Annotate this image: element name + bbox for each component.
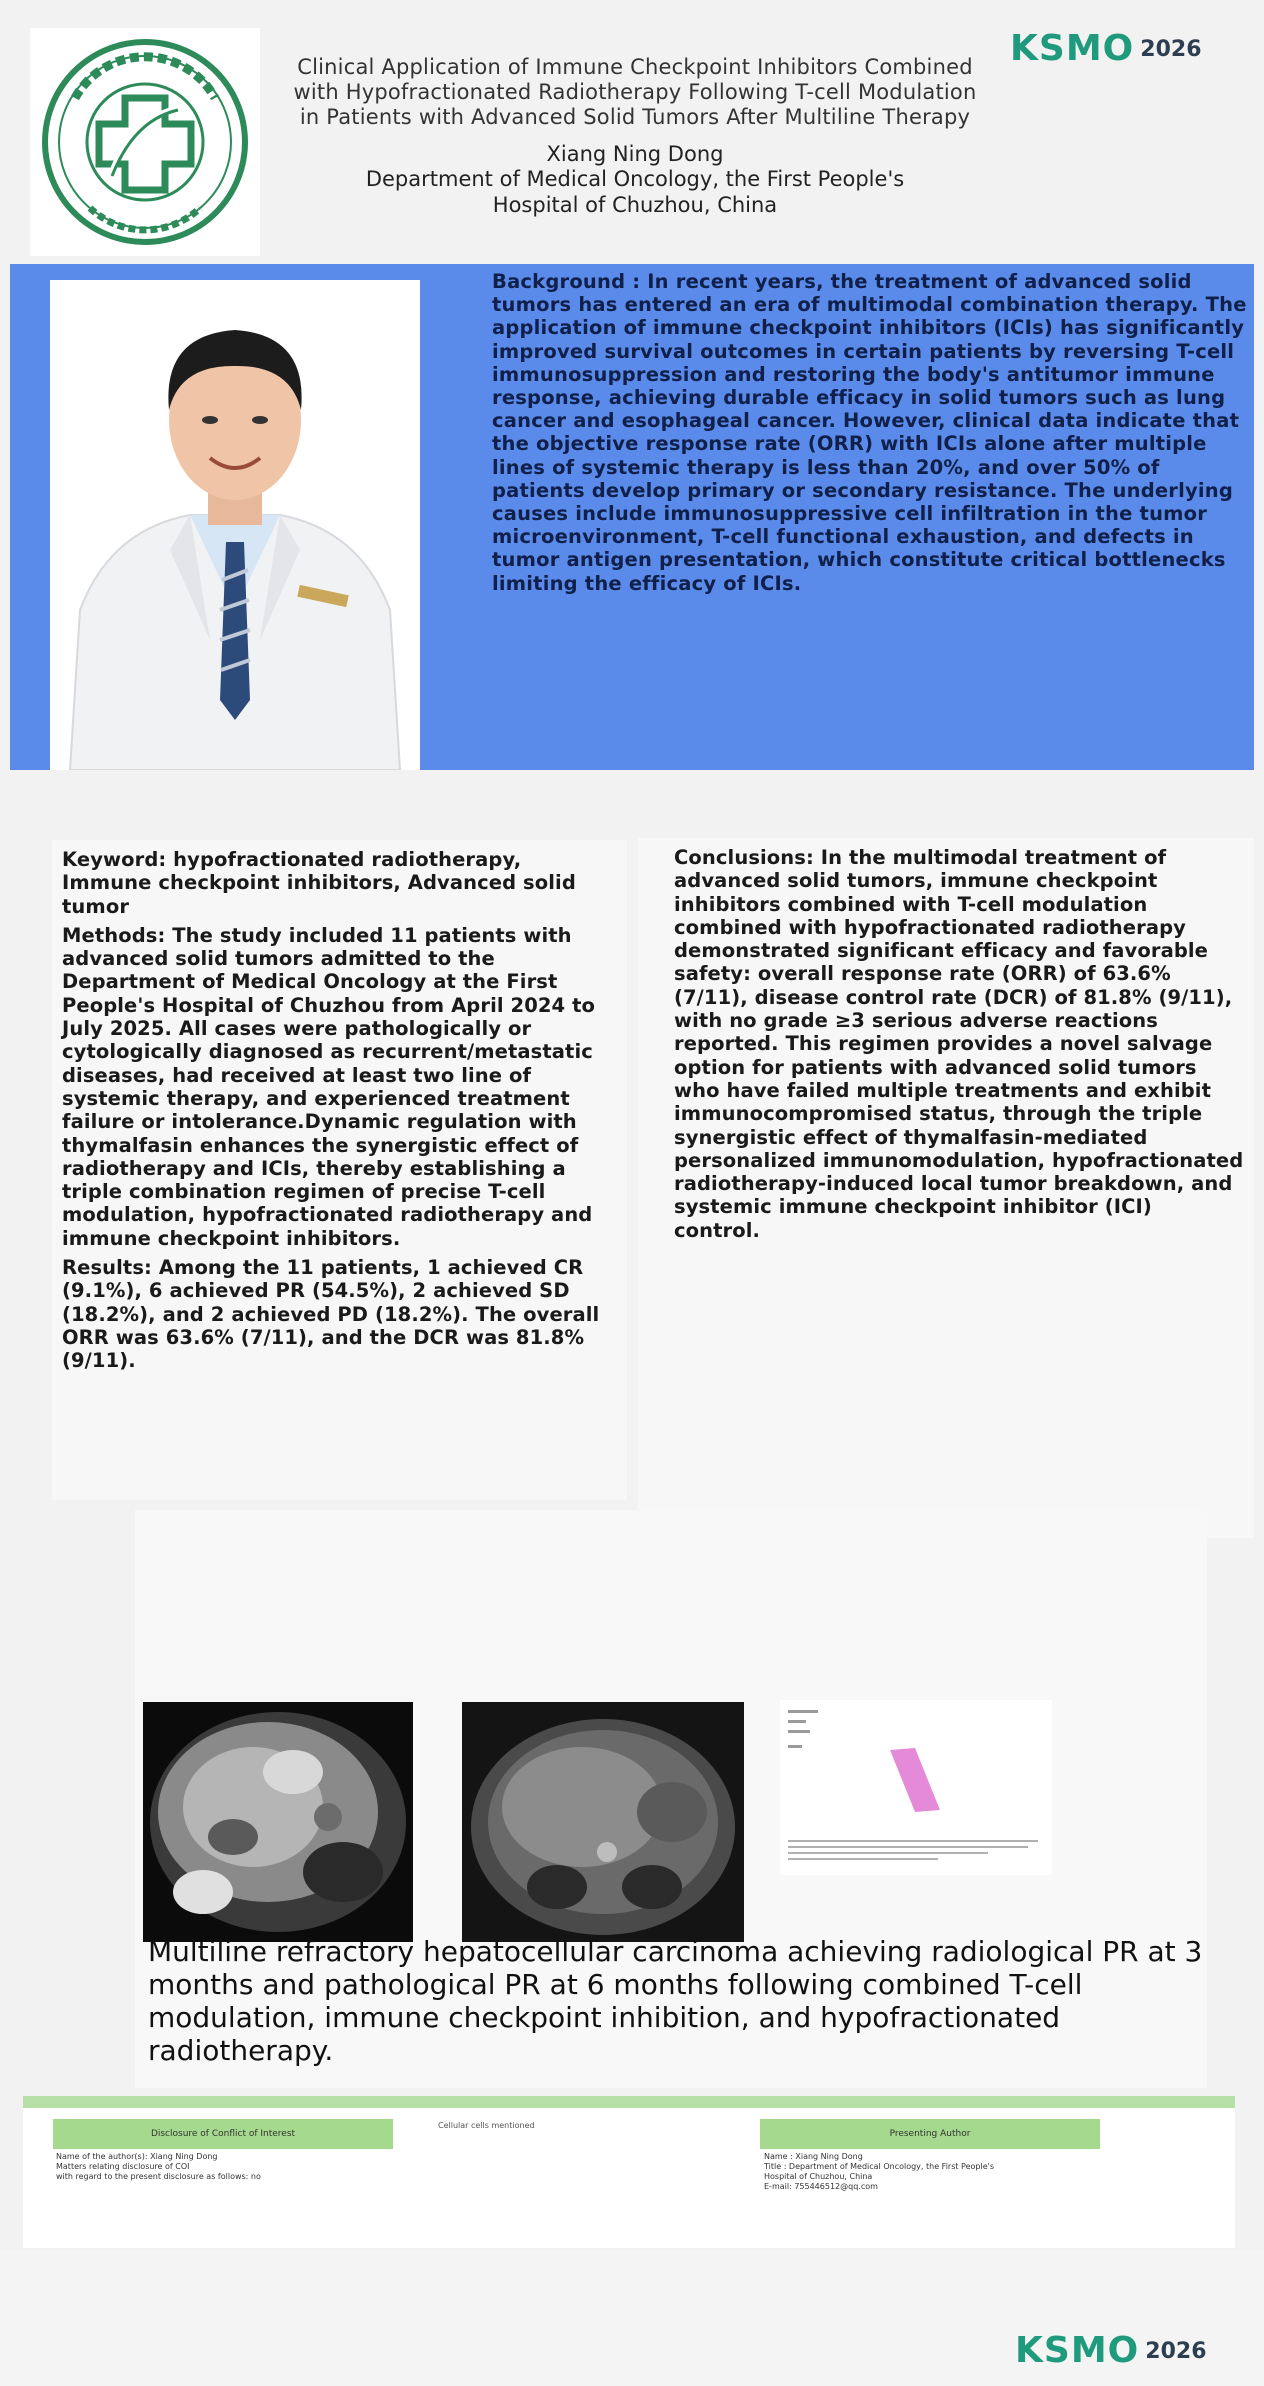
pathology-slide-icon — [780, 1700, 1052, 1875]
case-caption: Multiline refractory hepatocellular carcinoma achieving radiological PR at 3 months and pathological PR at 6 months following combined T-cell modulation, immune checkpoint inhibition, and hypofractionated radiotherapy. — [148, 1935, 1203, 2067]
presenter-details — [764, 2152, 1094, 2192]
title-block — [255, 55, 1015, 218]
presenting-author-tag: Presenting Author — [760, 2119, 1100, 2149]
ksmo-brand: KSMO — [1010, 28, 1135, 69]
presenter-hospital: Hospital of Chuzhou, China — [764, 2172, 873, 2181]
methods-paragraph: Methods: The study included 11 patients with advanced solid tumors admitted to the Department of Medical Oncology at the First People's Hospital of Chuzhou from April 2024 to July 2025. All cases were pathologically or cytologically diagnosed as recurrent/metastatic diseases, had received at least two line of systemic therapy, and experienced treatment failure or intolerance.Dynamic regulation with thymalfasin enhances the synergistic effect of radiotherapy and ICIs, thereby establishing a triple combination regimen of precise T-cell modulation, hypofractionated radiotherapy and immune checkpoint inhibitors. — [62, 923, 596, 1250]
cells-tag: Cellular cells mentioned — [438, 2121, 535, 2130]
ksmo-year: 2026 — [1140, 37, 1202, 62]
presenter-name: Name : Xiang Ning Dong — [764, 2152, 863, 2161]
mri-scan-icon — [462, 1702, 744, 1942]
ksmo-logo-bottom — [1015, 2330, 1207, 2371]
ksmo-logo-top — [1010, 28, 1202, 69]
right-column — [638, 838, 1254, 1538]
affiliation-line-2: Hospital of Chuzhou, China — [492, 193, 778, 217]
ksmo-brand-bottom: KSMO — [1015, 2330, 1140, 2371]
presenter-title: Title : Department of Medical Oncology, the First People's — [764, 2162, 994, 2171]
coi-tag: Disclosure of Conflict of Interest — [53, 2119, 393, 2149]
left-column — [52, 840, 627, 1500]
coi-line-1: Name of the author(s): Xiang Ning Dong — [56, 2152, 218, 2161]
pathology-report-image — [780, 1700, 1052, 1875]
coi-details — [56, 2152, 386, 2182]
results-paragraph: Results: Among the 11 patients, 1 achieved CR (9.1%), 6 achieved PR (54.5%), 2 achieved SD (18.2%), and 2 achieved PD (18.2%). The overall ORR was 63.6% (7/11), and the DCR was 81.8% (9/11). — [62, 1256, 600, 1373]
author-portrait-icon — [50, 280, 420, 770]
ct-scan-image-2 — [462, 1702, 744, 1942]
hospital-logo — [30, 28, 260, 256]
coi-line-3: with regard to the present disclosure as follows: no — [56, 2172, 261, 2181]
coi-line-2: Matters relating disclosure of COI — [56, 2162, 190, 2171]
conclusions-paragraph: Conclusions: In the multimodal treatment of advanced solid tumors, immune checkpoint inhibitors combined with T-cell modulation combined with hypofractionated radiotherapy demonstrated significant efficacy and favorable safety: overall response rate (ORR) of 63.6% (7/11), disease control rate (DCR) of 81.8% (9/11), with no grade ≥3 serious adverse reactions reported. This regimen provides a novel salvage option for patients with advanced solid tumors who have failed multiple treatments and exhibit immunocompromised status, through the triple synergistic effect of thymalfasin-mediated personalized immunomodulation, hypofractionated radiotherapy-induced local tumor breakdown, and systemic immune checkpoint inhibitor (ICI) control. — [674, 846, 1244, 1242]
author-photo — [50, 280, 420, 770]
affiliation-line-1: Department of Medical Oncology, the First People's — [365, 167, 905, 191]
ct-scan-image-1 — [143, 1702, 413, 1942]
title-line-3: in Patients with Advanced Solid Tumors After Multiline Therapy — [299, 105, 971, 129]
background-section: Background : In recent years, the treatment of advanced solid tumors has entered an era of multimodal combination therapy. The application of immune checkpoint inhibitors (ICIs) has significantly improved survival outcomes in certain patients by reversing T-cell immunosuppression and restoring the body's antitumor immune response, achieving durable efficacy in solid tumors such as lung cancer and esophageal cancer. However, clinical data indicate that the objective response rate (ORR) with ICIs alone after multiple lines of systemic therapy is less than 20%, and over 50% of patients develop primary or secondary resistance. The underlying causes include immunosuppressive cell infiltration in the tumor microenvironment, T-cell functional exhaustion, and defects in tumor antigen presentation, which constitute critical bottlenecks limiting the efficacy of ICIs. — [492, 270, 1247, 595]
title-line-1: Clinical Application of Immune Checkpoint Inhibitors Combined — [297, 55, 973, 79]
author-name: Xiang Ning Dong — [546, 142, 724, 166]
keyword-paragraph: Keyword: hypofractionated radiotherapy, Immune checkpoint inhibitors, Advanced solid tumor — [62, 848, 576, 918]
hospital-seal-icon — [30, 28, 260, 256]
ksmo-year-bottom: 2026 — [1145, 2339, 1207, 2364]
presenter-email[interactable]: E-mail: 755446512@qq.com — [764, 2182, 878, 2191]
title-line-2: with Hypofractionated Radiotherapy Following T-cell Modulation — [293, 80, 977, 104]
footer-divider — [23, 2096, 1235, 2108]
ct-scan-icon — [143, 1702, 413, 1942]
